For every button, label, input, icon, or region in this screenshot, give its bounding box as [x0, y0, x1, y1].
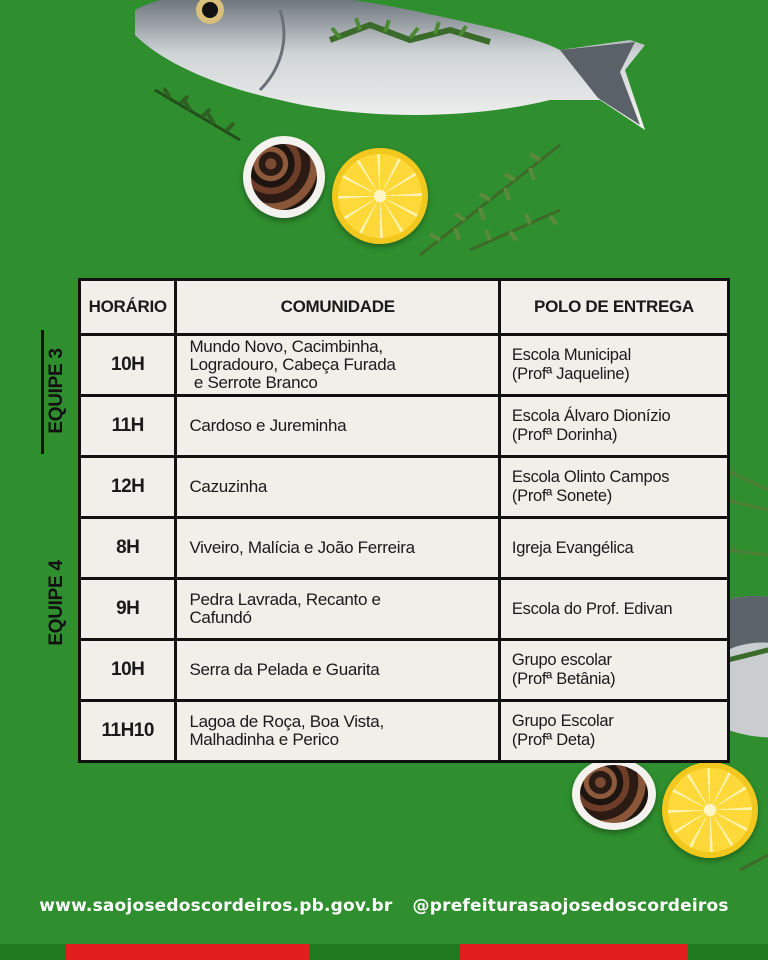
footer-stripes	[0, 944, 768, 960]
footer	[0, 896, 768, 930]
comunidade-line: Pedra Lavrada, Recanto e	[189, 590, 381, 609]
header-comunidade: COMUNIDADE	[176, 280, 499, 335]
social-handle[interactable]: @prefeiturasaojosedoscordeiros	[412, 896, 729, 916]
cell-horario: 12H	[80, 457, 176, 518]
schedule-table-body	[80, 335, 729, 762]
fish-image	[728, 590, 768, 740]
stripe-red	[66, 944, 310, 960]
comunidade-line: e Serrote Branco	[189, 373, 318, 392]
cell-polo-de-entrega	[499, 701, 728, 762]
comunidade-line: Cazuzinha	[189, 477, 268, 496]
cell-comunidade	[176, 396, 499, 457]
lemon-slice-image	[662, 762, 758, 858]
cell-comunidade	[176, 335, 499, 396]
table-row	[80, 457, 729, 518]
cell-horario: 11H	[80, 396, 176, 457]
comunidade-line: Viveiro, Malícia e João Ferreira	[189, 538, 415, 557]
cell-horario: 9H	[80, 579, 176, 640]
comunidade-line: Cardoso e Jureminha	[189, 416, 347, 435]
polo-line: Grupo Escolar	[511, 712, 614, 730]
table-row	[80, 335, 729, 396]
cell-polo-de-entrega	[499, 518, 728, 579]
schedule-table-container	[78, 278, 730, 762]
cell-polo-de-entrega	[499, 457, 728, 518]
table-row	[80, 701, 729, 762]
polo-line: Escola Álvaro Dionízio	[511, 407, 671, 425]
comunidade-line: Lagoa de Roça, Boa Vista,	[189, 712, 384, 731]
polo-line: Escola do Prof. Edivan	[511, 599, 673, 618]
comunidade-line: Cafundó	[189, 608, 252, 627]
table-row	[80, 396, 729, 457]
rosemary-sprig-image	[726, 460, 768, 560]
schedule-table	[78, 278, 730, 763]
cell-polo-de-entrega	[499, 640, 728, 701]
rosemary-sprig-image	[410, 140, 570, 260]
polo-line: Escola Olinto Campos	[511, 468, 670, 486]
stripe-green	[0, 944, 66, 960]
peppercorn-bowl-image	[572, 758, 656, 830]
cell-comunidade	[176, 701, 499, 762]
cell-polo-de-entrega	[499, 579, 728, 640]
polo-line: (Profª Betânia)	[511, 670, 616, 688]
polo-line: (Profª Dorinha)	[511, 426, 618, 444]
table-header-row	[80, 280, 729, 335]
team-divider	[41, 330, 44, 454]
team-label-equipe-3: EQUIPE 3	[46, 348, 67, 434]
website-link[interactable]: www.saojosedoscordeiros.pb.gov.br	[39, 896, 393, 916]
cell-comunidade	[176, 457, 499, 518]
stripe-green	[688, 944, 768, 960]
table-row	[80, 579, 729, 640]
comunidade-line: Serra da Pelada e Guarita	[189, 660, 380, 679]
cell-comunidade	[176, 579, 499, 640]
comunidade-line: Malhadinha e Perico	[189, 730, 339, 749]
polo-line: (Profª Sonete)	[511, 487, 612, 505]
stripe-red	[460, 944, 688, 960]
cell-horario: 11H10	[80, 701, 176, 762]
comunidade-line: Logradouro, Cabeça Furada	[189, 355, 396, 374]
polo-line: Grupo escolar	[511, 651, 612, 669]
cell-horario: 8H	[80, 518, 176, 579]
rosemary-sprig-image	[740, 850, 768, 880]
rosemary-sprig-image	[150, 80, 250, 150]
team-label-equipe-4: EQUIPE 4	[46, 560, 67, 646]
header-horario: HORÁRIO	[80, 280, 176, 335]
cell-polo-de-entrega	[499, 335, 728, 396]
polo-line: Escola Municipal	[511, 346, 631, 364]
peppercorn-bowl-image	[243, 136, 325, 218]
polo-line: (Profª Deta)	[511, 731, 596, 749]
polo-line: Igreja Evangélica	[511, 538, 634, 557]
table-row	[80, 640, 729, 701]
polo-line: (Profª Jaqueline)	[511, 365, 630, 383]
cell-comunidade	[176, 640, 499, 701]
cell-comunidade	[176, 518, 499, 579]
lemon-slice-image	[332, 148, 428, 244]
cell-horario: 10H	[80, 640, 176, 701]
cell-horario: 10H	[80, 335, 176, 396]
header-polo-de-entrega: POLO DE ENTREGA	[499, 280, 728, 335]
cell-polo-de-entrega	[499, 396, 728, 457]
comunidade-line: Mundo Novo, Cacimbinha,	[189, 337, 383, 356]
table-row	[80, 518, 729, 579]
stripe-green	[310, 944, 460, 960]
